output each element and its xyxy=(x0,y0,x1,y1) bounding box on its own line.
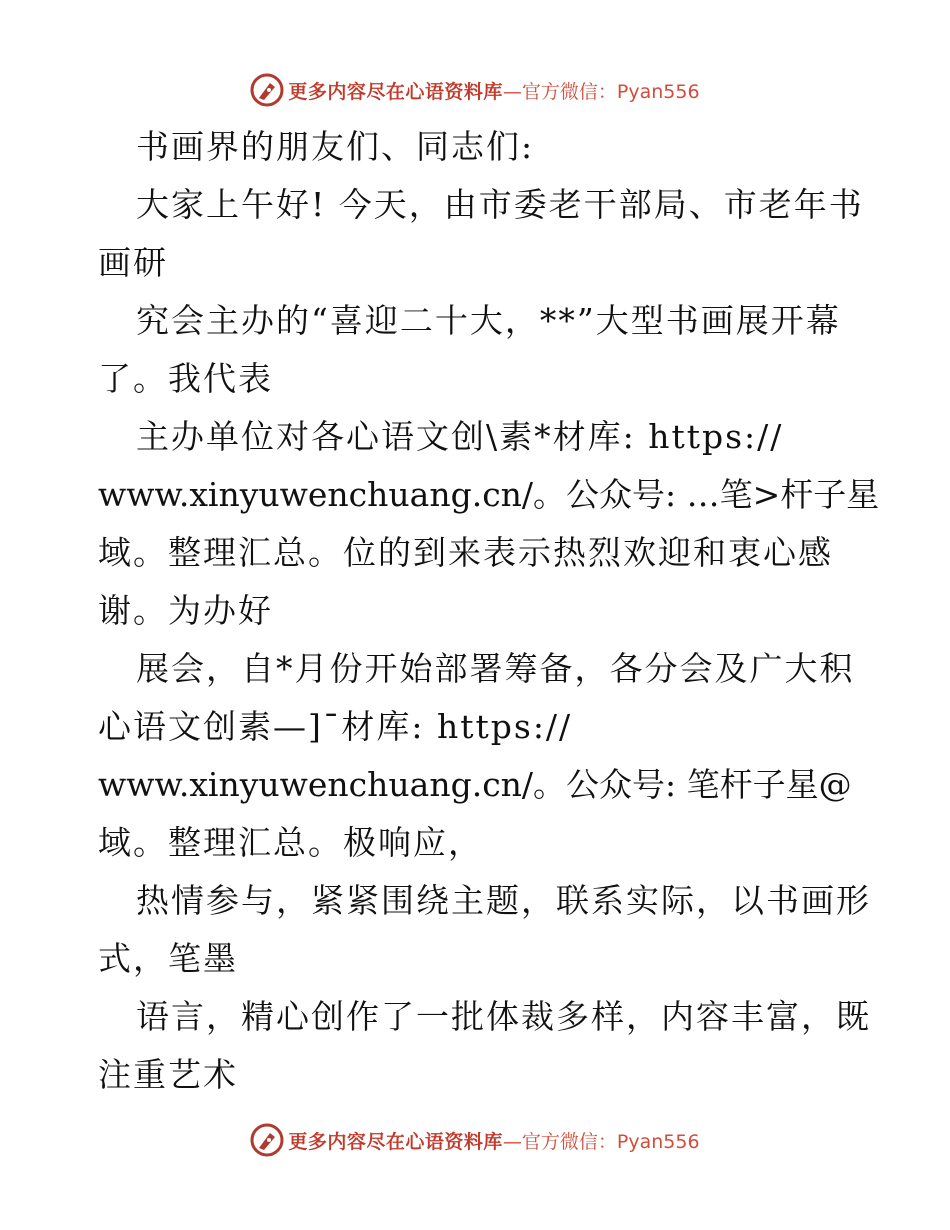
document-body xyxy=(98,118,880,1104)
text-line: 大家上午好! 今天，由市委老干部局、市老年书 xyxy=(136,185,864,224)
pen-nib-logo-icon xyxy=(250,73,284,107)
text-line: www.xinyuwenchuang.cn/。公众号: 笔杆子星@ xyxy=(98,765,852,804)
footer-banner xyxy=(0,1120,950,1160)
text-line: 展会，自*月份开始部署筹备，各分会及广大积 xyxy=(136,649,855,688)
text-line: 主办单位对各心语文创\素*材库: https:// xyxy=(136,417,784,456)
text-line: 域。整理汇总。极响应， xyxy=(98,823,483,862)
text-line: 心语文创素—]¯材库: https:// xyxy=(98,707,573,746)
text-line: www.xinyuwenchuang.cn/。公众号: …笔>杆子星 xyxy=(98,475,880,514)
text-line: 画研 xyxy=(98,243,168,282)
banner-wechat: —官方微信：Pyan556 xyxy=(502,80,700,103)
text-line: 谢。为办好 xyxy=(98,591,273,630)
text-line: 域。整理汇总。位的到来表示热烈欢迎和衷心感 xyxy=(98,533,833,572)
text-line: 语言，精心创作了一批体裁多样，内容丰富，既 xyxy=(136,997,871,1036)
text-line: 式，笔墨 xyxy=(98,939,238,978)
banner-title: 更多内容尽在心语资料库 xyxy=(288,1130,503,1153)
banner-title: 更多内容尽在心语资料库 xyxy=(288,80,503,103)
text-line: 热情参与，紧紧围绕主题，联系实际，以书画形 xyxy=(136,881,871,920)
text-line: 究会主办的“喜迎二十大，**”大型书画展开幕 xyxy=(136,301,841,340)
text-line: 注重艺术 xyxy=(98,1055,238,1094)
header-banner xyxy=(0,70,950,110)
banner-wechat: —官方微信：Pyan556 xyxy=(502,1130,700,1153)
text-line: 书画界的朋友们、同志们: xyxy=(136,127,535,166)
pen-nib-logo-icon xyxy=(250,1123,284,1157)
text-line: 了。我代表 xyxy=(98,359,273,398)
